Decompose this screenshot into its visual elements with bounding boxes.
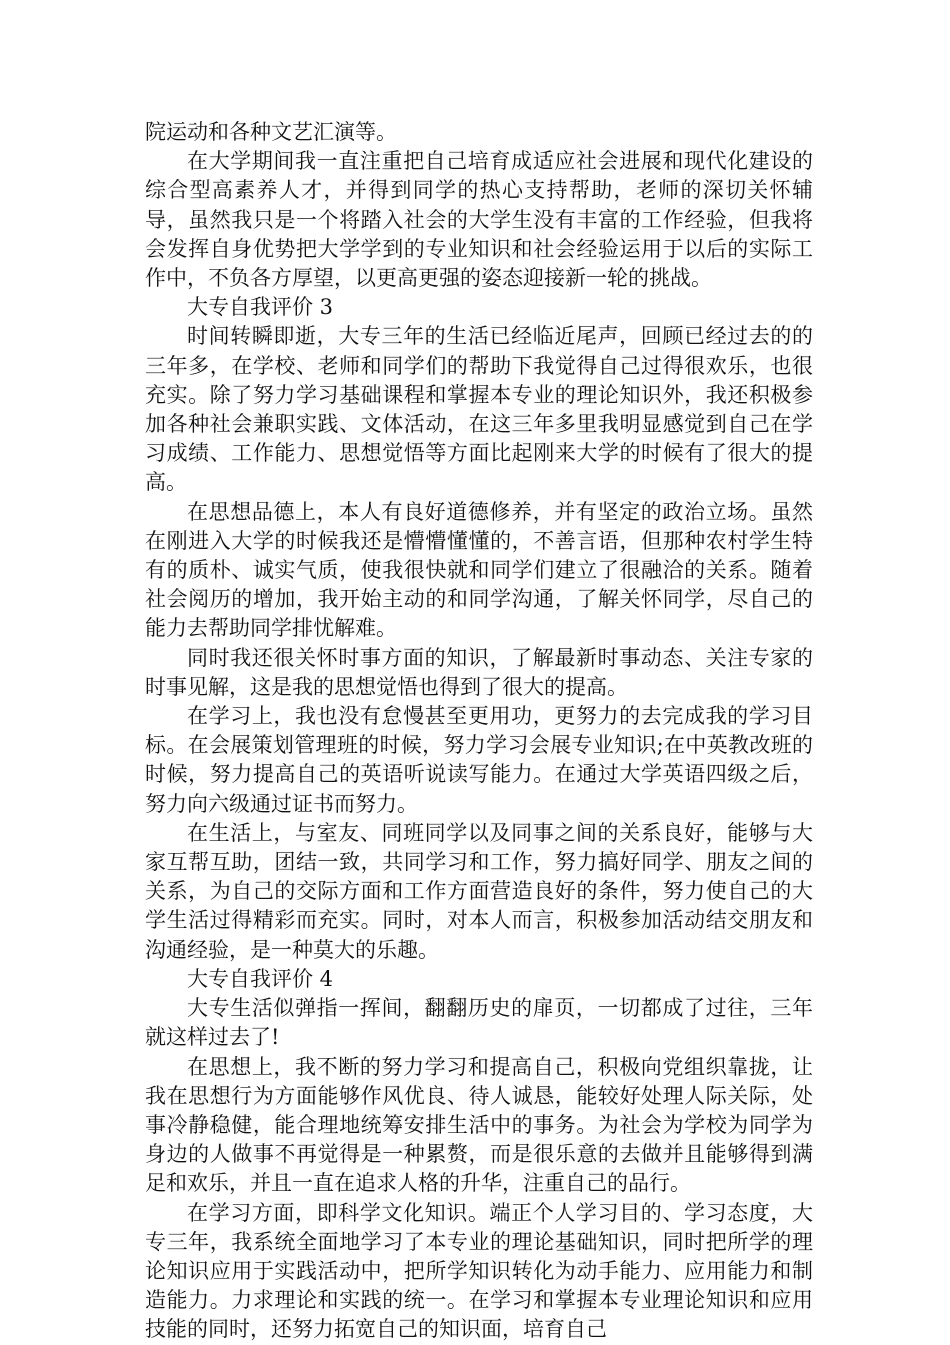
paragraph: 在学习上，我也没有怠慢甚至更用功，更努力的去完成我的学习目标。在会展策划管理班的时候，努力学习会展专业知识;在中英教改班的时候，努力提高自己的英语听说读写能力。在通过大学英语四级之后，努力向六级通过证书而努力。 bbox=[145, 704, 813, 816]
paragraph: 在思想上，我不断的努力学习和提高自己，积极向党组织靠拢，让我在思想行为方面能够作风优良、待人诚恳，能较好处理人际关际，处事冷静稳健，能合理地统筹安排生活中的事务。为社会为学校为同学为身边的人做事不再觉得是一种累赘，而是很乐意的去做并且能够得到满足和欢乐，并且一直在追求人格的升华，注重自己的品行。 bbox=[145, 1054, 813, 1196]
section-heading: 大专自我评价 4 bbox=[187, 966, 334, 991]
paragraph-continuation: 院运动和各种文艺汇演等。 bbox=[145, 120, 397, 144]
paragraph: 在思想品德上，本人有良好道德修养，并有坚定的政治立场。虽然在刚进入大学的时候我还是懵懵懂懂的，不善言语，但那种农村学生特有的质朴、诚实气质，使我很快就和同学们建立了很融洽的关系。随着社会阅历的增加，我开始主动的和同学沟通，了解关怀同学，尽自己的能力去帮助同学排忧解难。 bbox=[145, 499, 813, 641]
paragraph: 在学习方面，即科学文化知识。端正个人学习目的、学习态度，大专三年，我系统全面地学习了本专业的理论基础知识，同时把所学的理论知识应用于实践活动中，把所学知识转化为动手能力、应用能力和制造能力。力求理论和实践的统一。在学习和掌握本专业理论知识和应用技能的同时，还努力拓宽自己的知识面，培育自己 bbox=[145, 1200, 813, 1342]
section-heading: 大专自我评价 3 bbox=[187, 295, 334, 320]
paragraph: 时间转瞬即逝，大专三年的生活已经临近尾声，回顾已经过去的的三年多，在学校、老师和同学们的帮助下我觉得自己过得很欢乐，也很充实。除了努力学习基础课程和掌握本专业的理论知识外，我还积极参加各种社会兼职实践、文体活动，在这三年多里我明显感觉到自己在学习成绩、工作能力、思想觉悟等方面比起刚来大学的时候有了很大的提高。 bbox=[145, 324, 813, 495]
paragraph: 大专生活似弹指一挥间，翻翻历史的扉页，一切都成了过往，三年就这样过去了! bbox=[145, 996, 813, 1050]
paragraph: 同时我还很关怀时事方面的知识，了解最新时事动态、关注专家的时事见解，这是我的思想觉悟也得到了很大的提高。 bbox=[145, 645, 813, 699]
paragraph: 在生活上，与室友、同班同学以及同事之间的关系良好，能够与大家互帮互助，团结一致，共同学习和工作，努力搞好同学、朋友之间的关系，为自己的交际方面和工作方面营造良好的条件，努力使自己的大学生活过得精彩而充实。同时，对本人而言，积极参加活动结交朋友和沟通经验，是一种莫大的乐趣。 bbox=[145, 820, 813, 962]
document-page bbox=[145, 118, 813, 1345]
paragraph: 在大学期间我一直注重把自己培育成适应社会进展和现代化建设的综合型高素养人才，并得到同学的热心支持帮助，老师的深切关怀辅导，虽然我只是一个将踏入社会的大学生没有丰富的工作经验，但我将会发挥自身优势把大学学到的专业知识和社会经验运用于以后的实际工作中，不负各方厚望，以更高更强的姿态迎接新一轮的挑战。 bbox=[145, 149, 813, 291]
